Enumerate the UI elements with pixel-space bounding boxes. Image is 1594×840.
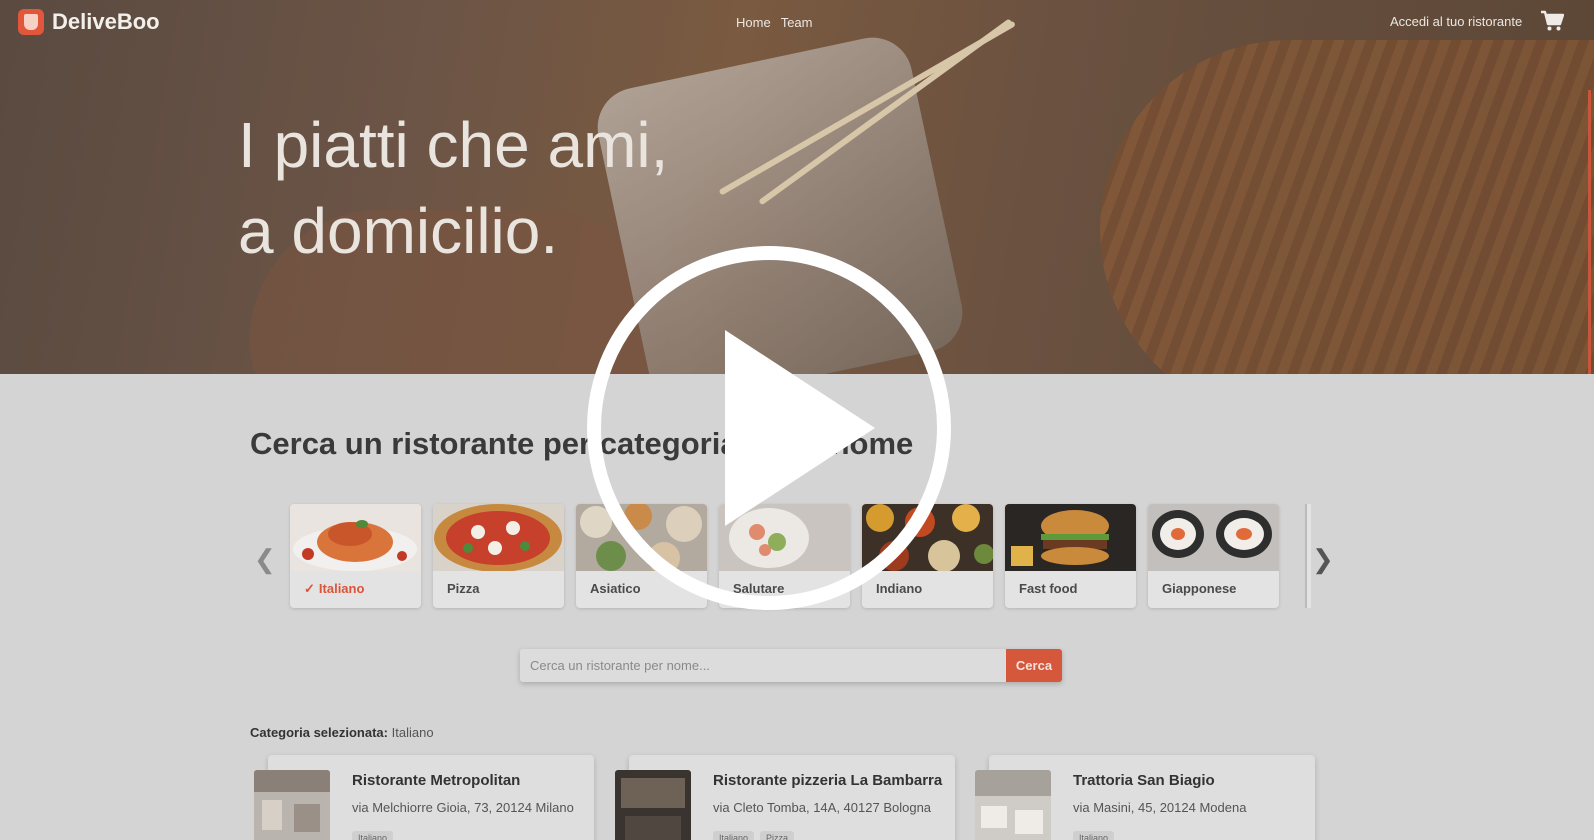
login-link[interactable]: Accedi al tuo ristorante: [1390, 14, 1523, 29]
category-card-fast-food[interactable]: [1005, 504, 1136, 608]
selected-category-label: Categoria selezionata:: [250, 725, 388, 740]
carousel-next-arrow-icon[interactable]: ❯: [1312, 544, 1334, 574]
category-label-asiatico: Asiatico: [590, 581, 641, 596]
burger-image: [1005, 504, 1136, 571]
section-title: Cerca un ristorante per categoria o per nome: [250, 426, 914, 461]
video-play-button[interactable]: [587, 246, 951, 610]
check-icon: ✓: [304, 581, 315, 596]
selected-category-value: Italiano: [391, 725, 434, 740]
restaurant-card[interactable]: [268, 755, 594, 840]
scrollbar-accent: [1588, 90, 1591, 374]
nav-link-team[interactable]: Team: [780, 15, 813, 30]
restaurant-address: via Cleto Tomba, 14A, 40127 Bologna: [713, 800, 932, 815]
restaurant-image: [615, 770, 691, 840]
pizza-image: [433, 504, 564, 571]
carousel-prev-arrow-icon[interactable]: ❮: [254, 544, 276, 574]
restaurant-card[interactable]: [989, 755, 1315, 840]
selected-category: [250, 725, 434, 740]
nav-link-home[interactable]: Home: [736, 15, 771, 30]
nav-links: [736, 15, 812, 30]
search-button[interactable]: Cerca: [1006, 649, 1062, 682]
shopping-bag-icon: [18, 9, 44, 35]
restaurant-tags: [352, 831, 393, 840]
category-card-giapponese[interactable]: [1148, 504, 1279, 608]
restaurant-address: via Melchiorre Gioia, 73, 20124 Milano: [352, 800, 574, 815]
hero-title-line1: I piatti che ami,: [238, 109, 669, 181]
restaurant-name: Trattoria San Biagio: [1073, 772, 1215, 789]
category-label-salutare: Salutare: [733, 581, 785, 596]
restaurant-card[interactable]: [629, 755, 955, 840]
restaurant-tags: [1073, 831, 1114, 840]
category-label-italiano: ✓ Italiano: [304, 581, 365, 596]
restaurant-tag: Italiano: [352, 831, 393, 840]
restaurant-name: Ristorante pizzeria La Bambarra: [713, 772, 943, 789]
sushi-image: [1148, 504, 1279, 571]
category-label-giapponese: Giapponese: [1162, 581, 1237, 596]
restaurant-name: Ristorante Metropolitan: [352, 772, 521, 789]
category-card-pizza[interactable]: [433, 504, 564, 608]
restaurant-tag: Pizza: [760, 831, 794, 840]
restaurant-tag: Italiano: [713, 831, 754, 840]
category-label-pizza: Pizza: [447, 581, 480, 596]
cart-icon[interactable]: [1540, 10, 1564, 32]
restaurant-image: [975, 770, 1051, 840]
hero-title-line2: a domicilio.: [238, 195, 559, 267]
spaghetti-image: [290, 504, 421, 571]
hero-sweater-shape: [1100, 40, 1594, 374]
restaurant-search-input[interactable]: [520, 649, 1006, 682]
restaurant-tag: Italiano: [1073, 831, 1114, 840]
restaurant-image: [254, 770, 330, 840]
brand-logo[interactable]: [18, 9, 160, 35]
top-navbar: [0, 0, 1594, 44]
category-label-fast-food: Fast food: [1019, 581, 1078, 596]
restaurant-address: via Masini, 45, 20124 Modena: [1073, 800, 1247, 815]
category-card-partial: [1305, 504, 1311, 608]
hero-title: [238, 102, 668, 274]
restaurant-tags: [713, 831, 794, 840]
brand-name: DeliveBoo: [52, 9, 160, 34]
category-card-italiano[interactable]: [290, 504, 421, 608]
category-label-indiano: Indiano: [876, 581, 923, 596]
play-icon: [725, 330, 875, 526]
restaurant-search-bar: [520, 649, 1062, 682]
